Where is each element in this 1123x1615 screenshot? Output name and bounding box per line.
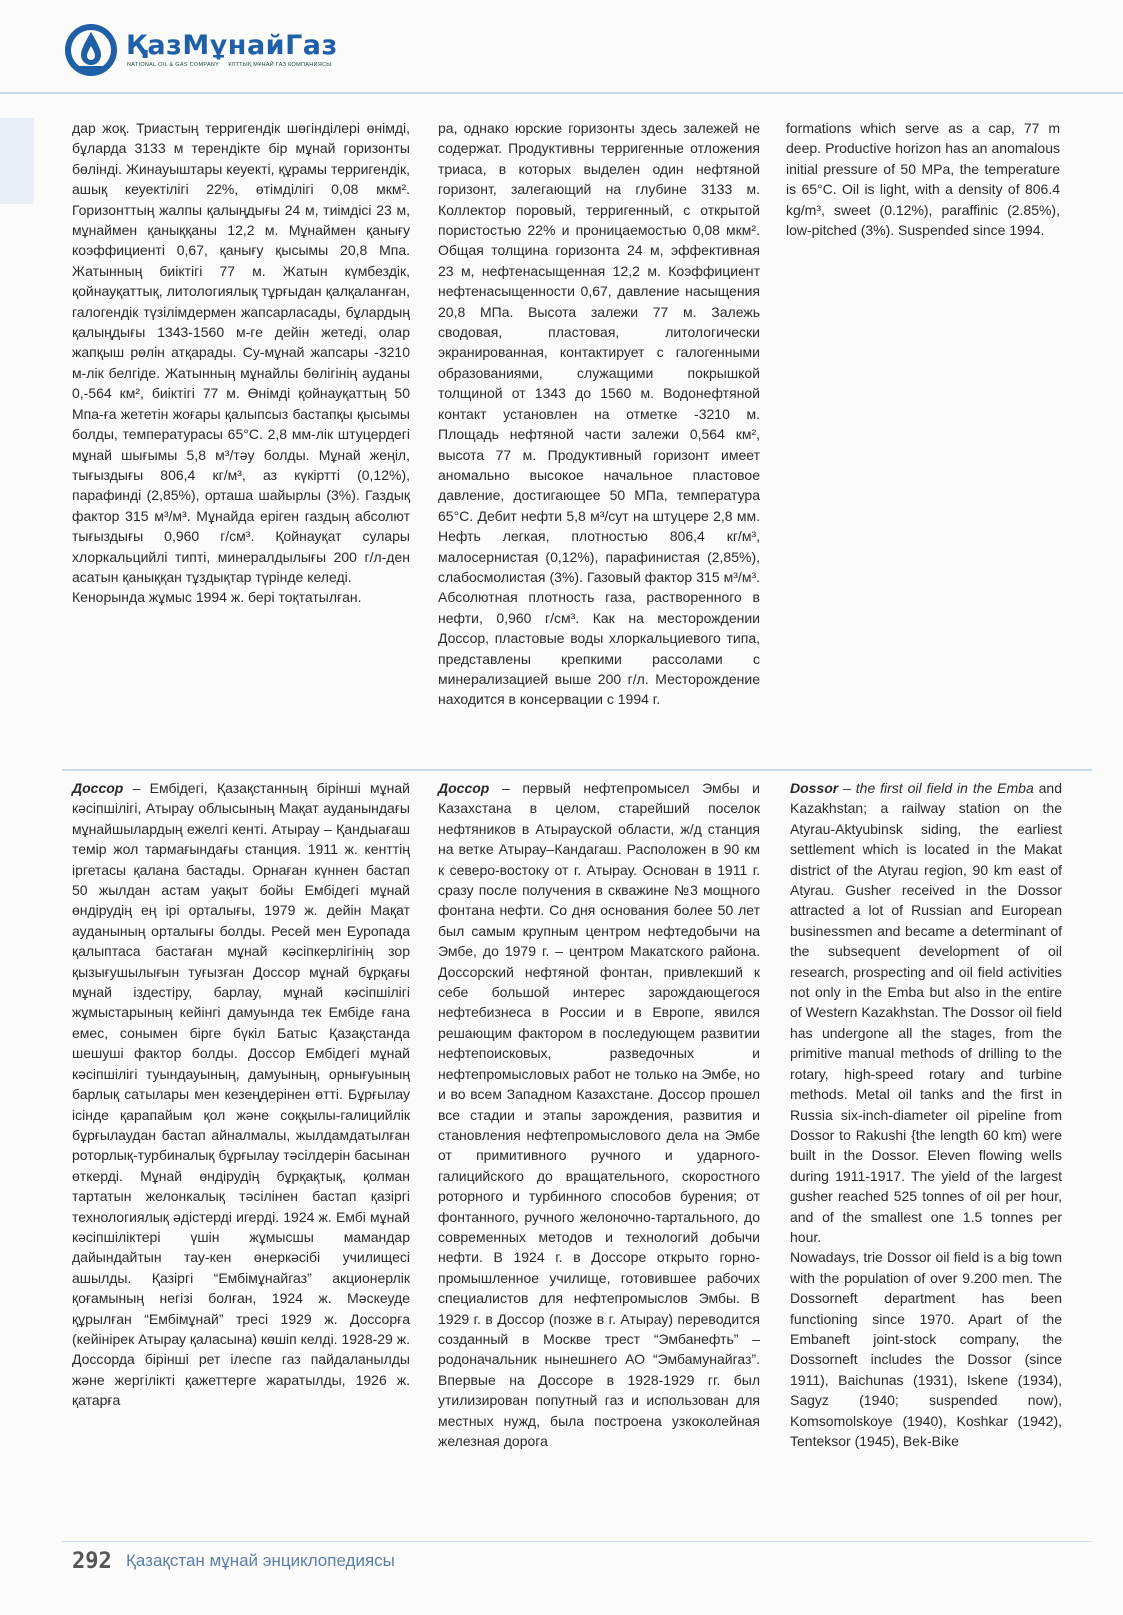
- top-kz-text: дар жоқ. Триастың терригендік шөгінділері өнімді, бұларда 3133 м терендікте бір мұнай горизонты бөлінді. Жинауыштары кеуекті, құрамы терригендік, ашық кеуектілігі 22%, өтімділігі 0,08 мкм². Горизонттың жалпы қалыңдығы 24 м, тиімдісі 23 м, мұнаймен қаныққаны 12,2 м. Мұнаймен қанығу коэффициенті 0,67, қанығу қысымы 20,8 Мпа. Жатынның биіктігі 77 м. Жатын күмбездік, қойнауқаттық, литологиялық тұрғыдан қалқаланған, галогендік түзілімдермен жапсарласады, бұлардың қалыңдығы 1343-1560 м-ге дейін жетеді, олар жапқыш рөлін атқарады. Су-мұнай жапсары -3210 м-лік белгіде. Жатынның мұнайлы бөлігінің ауданы 0,-564 км², биіктігі 77 м. Өнімді қойнауқаттың 50 Мпа-ға жететін жоғары қалыпсыз бастапқы қысымы болды, температурасы 65°С. 2,8 мм-лік штуцердегі мұнай шығымы 5,8 м³/тәу болды. Мұнай жеңіл, тығыздығы 806,4 кг/м³, аз күкіртті (0,12%), парафинді (2,85%), орташа шайырлы (3%). Газдық фактор 315 м³/м³. Мұнайда еріген газдың абсолют тығыздығы 0,960 г/см³. Қойнауқат сулары хлоркальцийлі типті, минералдылығы 200 г/л-ден асатын қаныққан тұздықтар түрінде келеді.: [72, 120, 410, 585]
- top-en-text: formations which serve as a cap, 77 m deep. Productive horizon has an anomalous initial pressure of 50 MPa, the temperature is 65°C. Oil is light, with a density of 806.4 kg/m³, sweet (0.12%), paraffinic (2.85%), low-pitched (3%). Suspended since 1994.: [786, 120, 1060, 239]
- brand-name: ҚазМұнайГаз: [126, 30, 338, 61]
- kazmunaygaz-logo-icon: [62, 20, 120, 78]
- tagline-kz: ҰЛТТЫҚ МҰНАЙ ГАЗ КОМПАНИЯСЫ: [228, 62, 332, 68]
- dossor-heading-kz: Доссор: [72, 780, 124, 796]
- header-rule: [0, 92, 1123, 94]
- dossor-heading-en: Dossor: [790, 780, 839, 796]
- dossor-text-ru: – первый нефтепромысел Эмбы и Казахстана в целом, старейший поселок нефтяников в Атырауской области, ж/д станция на ветке Атырау–Кандагаш. Расположен в 90 км к северо-востоку от г. Атырау. Основан в 1911 г. сразу после получения в скважине №3 мощного фонтана нефти. Со дня основания более 50 лет был самым крупным центром нефтедобычи на Эмбе, до 1979 г. – центром Макатского района. Доссорский нефтяной фонтан, привлекший к себе большой интерес зарождающегося нефтебизнеса в России и в Европе, явился решающим фактором в последующем развитии нефтепоисковых, разведочных и нефтепромысловых работ не только на Эмбе, но и во всем Западном Казахстане. Доссор прошел все стадии и этапы зарождения, развития и становления нефтепромыслового дела на Эмбе от примитивного ручного и ударного-галицийского до вращательного, скоростного роторного и турбинного способов бурения; от фонтанного, ручного желоночно-тартального, до современных методов и технологий добычи нефти. В 1924 г. в Доссоре открыто горно-промышленное училище, готовившее рабочих специалистов для нефтепромыслов Эмбы. В 1929 г. в Доссор (позже в г. Атырау) переводится созданный в Москве трест “Эмбанефть” – родоначальник нынешнего АО “Эмбамунайгаз”. Впервые на Доссоре в 1928-1929 гг. был утилизирован попутный газ и использован для местных нужд, была построена узкоколейная железная дорога: [438, 780, 760, 1449]
- top-column-kz: [72, 118, 410, 608]
- top-kz-end: Кенорында жұмыс 1994 ж. бері тоқтатылған.: [72, 589, 362, 606]
- side-margin-mark: [0, 118, 34, 204]
- footer-title: Қазақстан мұнай энциклопедиясы: [126, 1551, 395, 1570]
- bottom-column-ru: [438, 778, 760, 1451]
- top-column-ru: [438, 118, 760, 710]
- bottom-column-en: [790, 778, 1062, 1451]
- bottom-column-kz: [72, 778, 410, 1411]
- dossor-subtitle-en: – the first oil field in the Emba: [838, 780, 1034, 796]
- section-divider: [62, 769, 1092, 771]
- page-number: 292: [72, 1549, 112, 1574]
- footer-rule: [62, 1541, 1092, 1542]
- page-header: [0, 0, 1123, 92]
- brand-tagline: [127, 62, 331, 68]
- dossor-text-en-2: Nowadays, trie Dossor oil field is a big town with the population of over 9.200 men. The Dossorneft department has been functioning since 1970. Apart of the Embaneft joint-stock company, the Dossorneft includes the Dossor (since 1911), Baichunas (1931), Iskene (1934), Sagyz (1940; suspended now), Komsomolskoye (1940), Koshkar (1942), Tenteksor (1945), Bek-Bike: [790, 1249, 1062, 1449]
- top-column-en: [786, 118, 1060, 240]
- tagline-en: NATIONAL OIL & GAS COMPANY: [127, 62, 220, 68]
- top-ru-text: ра, однако юрские горизонты здесь залежей не содержат. Продуктивны терригенные отложения триаса, в которых выделен один нефтяной горизонт, залегающий на глубине 3133 м. Коллектор поровый, терригенный, с открытой пористостью 22% и проницаемостью 0,08 мкм². Общая толщина горизонта 24 м, эффективная 23 м, нефтенасыщенная 12,2 м. Коэффициент нефтенасыщенности 0,67, давление насыщения 20,8 МПа. Высота залежи 77 м. Залежь сводовая, пластовая, литологически экранированная, контактирует с галогенными образованиями, служащими покрышкой толщиной от 1343 до 1560 м. Водонефтяной контакт установлен на отметке -3210 м. Площадь нефтяной части залежи 0,564 км², высота 77 м. Продуктивный горизонт имеет аномально высокое начальное пластовое давление, достигающее 50 МПа, температура 65°С. Дебит нефти 5,8 м³/сут на штуцере 2,8 мм. Нефть легкая, плотностью 806,4 кг/м³, малосернистая (0,12%), парафинистая (2,85%), слабосмолистая (3%). Газовый фактор 315 м³/м³. Абсолютная плотность газа, растворенного в нефти, 0,960 г/см³. Как на месторождении Доссор, пластовые воды хлоркальциевого типа, представлены крепкими рассолами с минерализацией выше 200 г/л. Месторождение находится в консервации с 1994 г.: [438, 120, 760, 708]
- dossor-text-kz: – Ембідегі, Қазақстанның бірінші мұнай кәсіпшілігі, Атырау облысының Мақат ауданындағы мұнайшылардың ежелгі кенті. Атырау – Қандыағаш темір жол тармағындағы станция. 1911 ж. кенттің іргетасы қалана бастады. Орнаған күннен бастап 50 жылдан астам уақыт бойы Ембідегі мұнай өндірудің ең ірі орталығы, 1979 ж. дейін Мақат ауданының орталығы болды. Ресей мен Еуропада қалыптаса бастаған мұнай кәсіпкерлігінің зор қызығушылығын туғызған Доссор мұнай бұрқағы мұнай іздестіру, барлау, мұнай кәсіпшілігі жұмыстарының кейінгі дамуында тек Ембіде ғана емес, сонымен бірге бүкіл Батыс Қазақстанда шешуші фактор болды. Доссор Ембідегі мұнай кәсіпшілігі туындауының, дамуының, орнығуының барлық сатылары мен кезеңдерінен өтті. Бұрғылау ісінде қарапайым қол және соққылы-галицийлік бұрғылаудан бастап айналмалы, жылдамдатылған роторлық-турбиналық бұрғылау тәсілдерін басынан өткерді. Мұнай өндірудің бұрқақтық, қолман тартатын желонкалық тәсілінен бастап қазіргі технологиялық әдістерді игерді. 1924 ж. Ембі мұнай кәсіпшіліктері үшін жұмысшы мамандар дайындайтын тау-кен өнеркәсібі училищесі ашылды. Қазіргі “Ембімұнайгаз” акционерлік қоғамының негізі болған, 1924 ж. Мәскеуде құрылған “Ембімұнай” тресі 1929 ж. Доссорға (кейінірек Атырау қаласына) көшіп келді. 1928-29 ж. Доссорда бірінші рет ілеспе газ пайдаланылды және жергілікті қажеттерге жаратылды, 1926 ж. қатарға: [72, 780, 410, 1409]
- dossor-heading-ru: Доссор: [438, 780, 490, 796]
- dossor-text-en-1: and Kazakhstan; a railway station on the Atyrau-Aktyubinsk siding, the earliest settlement which is located in the Makat district of the Atyrau region, 90 km east of Atyrau. Gusher received in the Dossor attracted a lot of Russian and European businessmen and became a determinant of the subsequent development of oil research, prospecting and oil field activities not only in the Emba but also in the entire of Western Kazakhstan. The Dossor oil field has undergone all the stages, from the primitive manual methods of drilling to the rotary, high-speed rotary and turbine methods. Metal oil tanks and the first in Russia six-inch-diameter oil pipeline from Dossor to Rakushi {the length 60 km) were built in the Dossor. Eleven flowing wells during 1911-1917. The yield of the largest gusher reached 525 tonnes of oil per hour, and of the smallest one 1.5 tonnes per hour.: [790, 780, 1062, 1245]
